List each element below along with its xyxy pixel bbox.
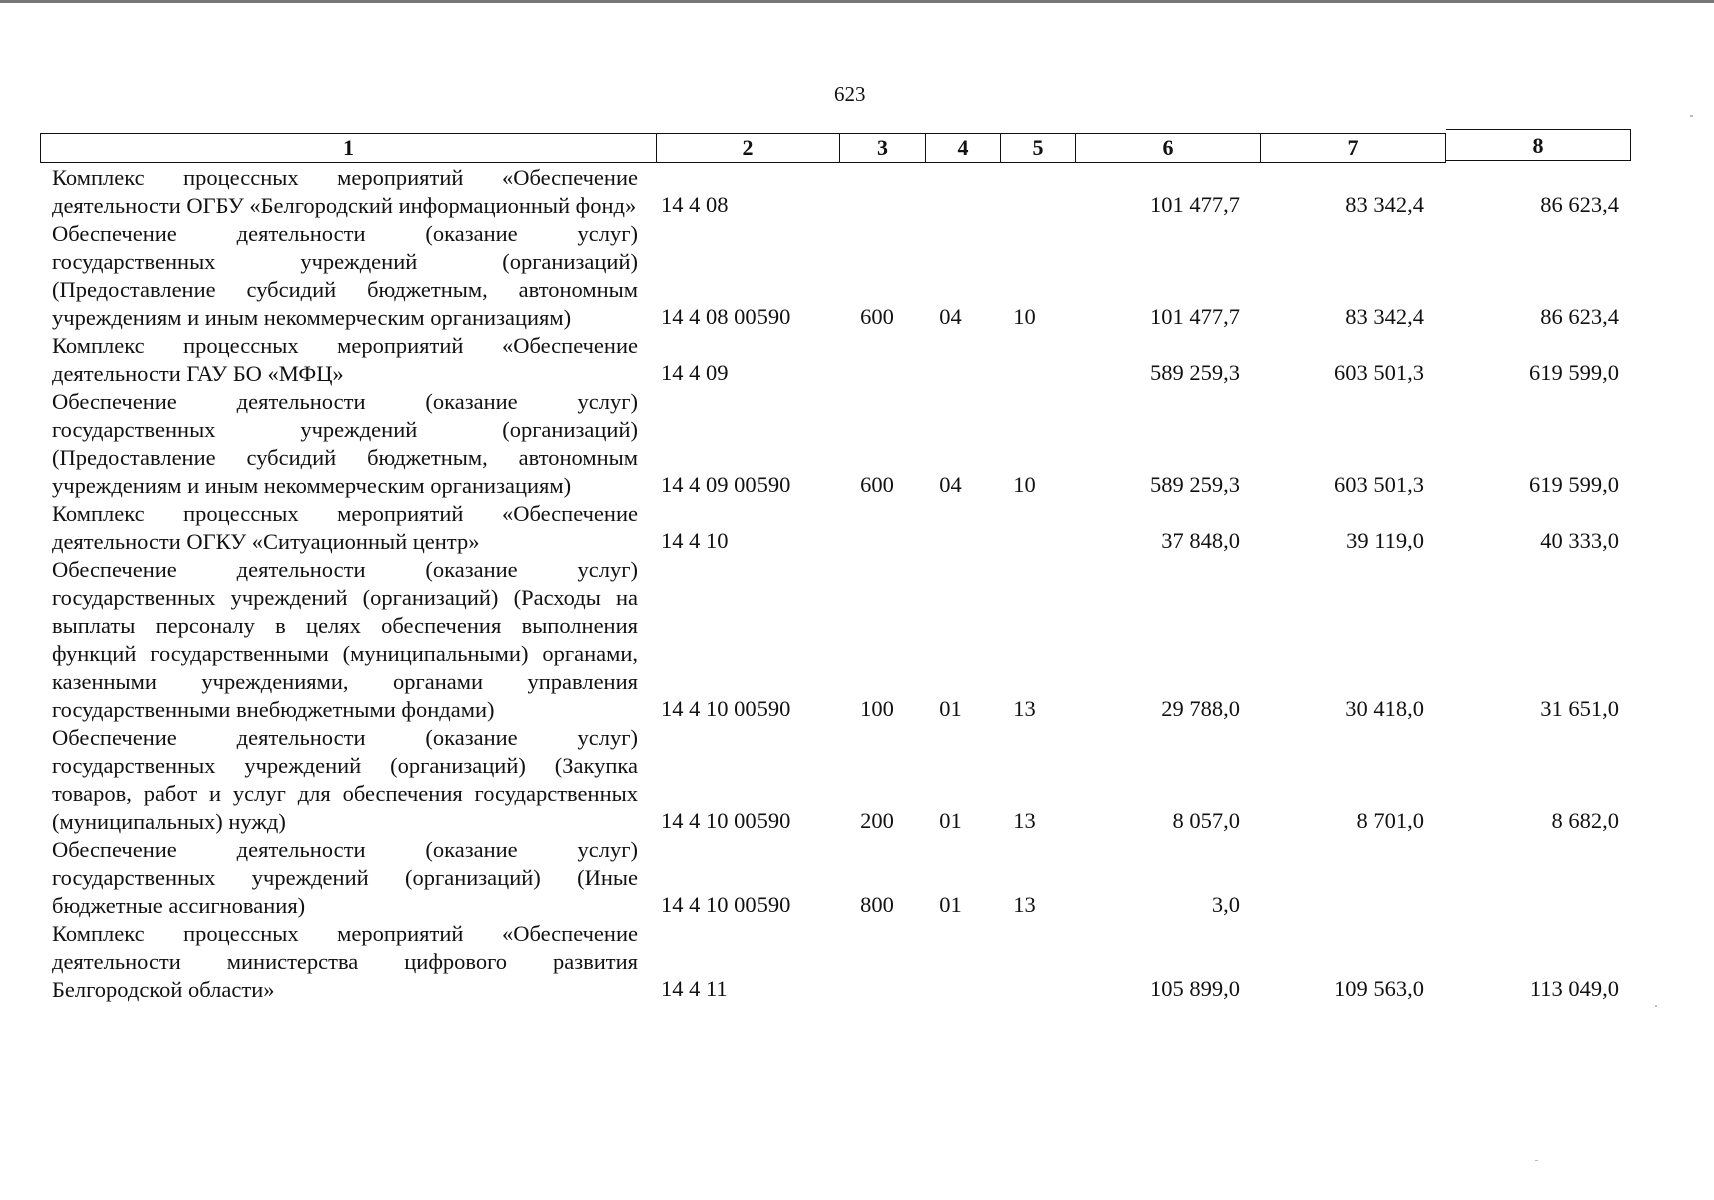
- row-code: 14 4 08: [661, 192, 729, 217]
- table-row: [40, 836, 1634, 920]
- row-value-col8: 619 599,0: [1529, 472, 1619, 497]
- row-value-col7: 603 501,3: [1334, 472, 1424, 497]
- row-value-col8: 8 682,0: [1551, 808, 1619, 833]
- row-value-col7: 109 563,0: [1334, 976, 1424, 1001]
- table-row: [40, 332, 1634, 388]
- row-subsection: 13: [1013, 808, 1036, 833]
- header-cell-1: 1: [40, 133, 657, 163]
- row-section: 01: [939, 892, 962, 917]
- table-row: [40, 500, 1634, 556]
- row-code: 14 4 09 00590: [661, 472, 791, 497]
- row-name: Обеспечение деятельности (оказание услуг) государственных учреждений (организаций) (Иные бюджетные ассигнования): [52, 837, 638, 918]
- table-row: [40, 556, 1634, 724]
- scan-speck: [1535, 1160, 1538, 1161]
- header-cell-8: 8: [1446, 129, 1631, 161]
- table-row: [40, 724, 1634, 836]
- row-section: 01: [939, 696, 962, 721]
- row-name: Обеспечение деятельности (оказание услуг) государственных учреждений (организаций) (Предоставление субсидий бюджетным, автономным учреждениям и иным некоммерческим организациям): [52, 389, 638, 498]
- row-expense-type: 600: [860, 472, 894, 497]
- scan-speck: [1655, 1005, 1657, 1007]
- row-value-col8: 86 623,4: [1540, 192, 1619, 217]
- row-value-col8: 86 623,4: [1540, 304, 1619, 329]
- row-subsection: [992, 219, 1057, 220]
- row-value-col7: 83 342,4: [1345, 304, 1424, 329]
- row-expense-type: [845, 555, 909, 556]
- row-value-col6: 29 788,0: [1161, 696, 1240, 721]
- header-cell-4: 4: [926, 133, 1001, 163]
- row-expense-type: 800: [860, 892, 894, 917]
- row-subsection: [992, 1003, 1057, 1004]
- budget-table: [40, 133, 1634, 1004]
- row-name: Комплекс процессных мероприятий «Обеспечение деятельности ОГКУ «Ситуационный центр»: [52, 501, 638, 554]
- row-value-col6: 105 899,0: [1150, 976, 1240, 1001]
- row-section: [909, 219, 992, 220]
- row-value-col7: 8 701,0: [1356, 808, 1424, 833]
- table-header-row: [40, 133, 1634, 163]
- row-subsection: 10: [1013, 472, 1036, 497]
- row-code: 14 4 11: [661, 976, 728, 1001]
- row-section: [909, 1003, 992, 1004]
- table-row: [40, 388, 1634, 500]
- table-row: [40, 164, 1634, 220]
- scan-speck: [1690, 115, 1693, 117]
- row-subsection: 13: [1013, 892, 1036, 917]
- row-code: 14 4 10: [661, 528, 729, 553]
- row-value-col7: 603 501,3: [1334, 360, 1424, 385]
- row-section: 04: [939, 472, 962, 497]
- row-name: Обеспечение деятельности (оказание услуг) государственных учреждений (организаций) (Закупка товаров, работ и услуг для обеспечения государственных (муниципальных) нужд): [52, 725, 638, 834]
- header-cell-2: 2: [657, 133, 840, 163]
- row-name: Комплекс процессных мероприятий «Обеспечение деятельности ГАУ БО «МФЦ»: [52, 333, 638, 386]
- row-expense-type: 200: [860, 808, 894, 833]
- row-expense-type: 600: [860, 304, 894, 329]
- row-code: 14 4 10 00590: [661, 808, 791, 833]
- row-value-col6: 101 477,7: [1150, 304, 1240, 329]
- row-value-col6: 3,0: [1211, 892, 1240, 917]
- row-code: 14 4 10 00590: [661, 892, 791, 917]
- row-value-col6: 8 057,0: [1172, 808, 1240, 833]
- row-value-col6: 589 259,3: [1150, 472, 1240, 497]
- row-value-col7: 30 418,0: [1345, 696, 1424, 721]
- row-name: Комплекс процессных мероприятий «Обеспечение деятельности министерства цифрового развития Белгородской области»: [52, 921, 638, 1002]
- row-name: Комплекс процессных мероприятий «Обеспечение деятельности ОГБУ «Белгородский информационный фонд»: [52, 165, 638, 218]
- header-cell-3: 3: [840, 133, 926, 163]
- row-subsection: 13: [1013, 696, 1036, 721]
- table-row: [40, 920, 1634, 1004]
- row-value-col7: 83 342,4: [1345, 192, 1424, 217]
- row-expense-type: 100: [860, 696, 894, 721]
- header-cell-7: 7: [1261, 133, 1446, 163]
- row-value-col6: 37 848,0: [1161, 528, 1240, 553]
- row-value-col7: 39 119,0: [1346, 528, 1424, 553]
- row-value-col6: 589 259,3: [1150, 360, 1240, 385]
- header-cell-6: 6: [1076, 133, 1261, 163]
- table-body: [40, 164, 1634, 1004]
- row-code: 14 4 09: [661, 360, 729, 385]
- row-expense-type: [845, 219, 909, 220]
- row-subsection: 10: [1013, 304, 1036, 329]
- row-name: Обеспечение деятельности (оказание услуг) государственных учреждений (организаций) (Предоставление субсидий бюджетным, автономным учреждениям и иным некоммерческим организациям): [52, 221, 638, 330]
- row-section: 01: [939, 808, 962, 833]
- row-name: Обеспечение деятельности (оказание услуг) государственных учреждений (организаций) (Расходы на выплаты персоналу в целях обеспечения выполнения функций государственными (муниципальными) органами, казенными учреждениями, органами управления государственными внебюджетными фондами): [52, 557, 638, 722]
- row-value-col7: [1262, 919, 1444, 920]
- row-expense-type: [845, 1003, 909, 1004]
- row-expense-type: [845, 387, 909, 388]
- table-row: [40, 220, 1634, 332]
- row-subsection: [992, 555, 1057, 556]
- row-value-col8: 619 599,0: [1529, 360, 1619, 385]
- row-value-col8: 31 651,0: [1540, 696, 1619, 721]
- row-value-col8: [1444, 919, 1629, 920]
- top-scan-line: [0, 0, 1714, 3]
- row-value-col8: 40 333,0: [1540, 528, 1619, 553]
- page-number: 623: [834, 82, 866, 106]
- row-section: 04: [939, 304, 962, 329]
- row-code: 14 4 08 00590: [661, 304, 791, 329]
- row-subsection: [992, 387, 1057, 388]
- row-section: [909, 387, 992, 388]
- row-section: [909, 555, 992, 556]
- row-value-col8: 113 049,0: [1529, 976, 1619, 1001]
- row-code: 14 4 10 00590: [661, 696, 791, 721]
- header-cell-5: 5: [1001, 133, 1076, 163]
- row-value-col6: 101 477,7: [1150, 192, 1240, 217]
